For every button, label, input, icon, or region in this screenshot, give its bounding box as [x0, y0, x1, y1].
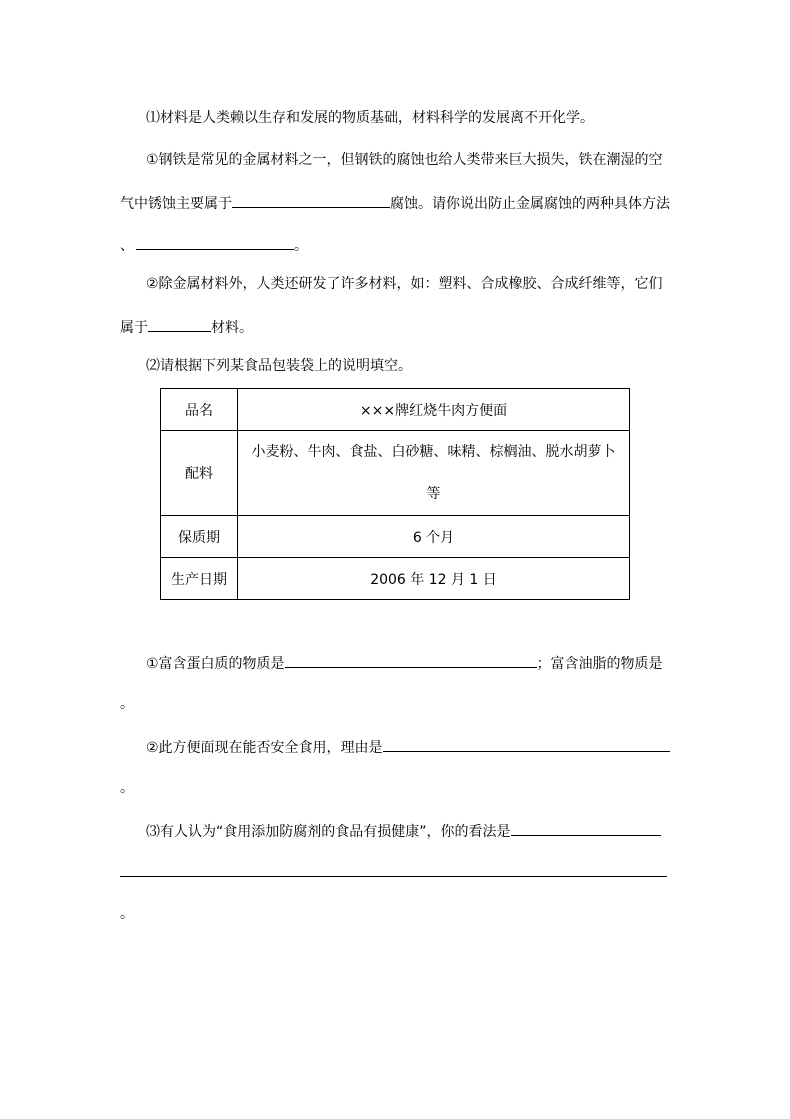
- ingredients-line1: 小麦粉、牛肉、食盐、白砂糖、味精、棕榈油、脱水胡萝卜: [251, 444, 616, 460]
- prevention-methods-blank[interactable]: [136, 234, 294, 250]
- q3-text: ⑶有人认为“食用添加防腐剂的食品有损健康”，你的看法是: [146, 824, 511, 840]
- q1-part2-line1: ②除金属材料外，人类还研发了许多材料，如：塑料、合成橡胶、合成纤维等，它们: [146, 276, 663, 292]
- opinion-blank-line1[interactable]: [511, 820, 661, 836]
- q2-sub1: [146, 652, 663, 672]
- safety-reason-blank[interactable]: [383, 736, 670, 752]
- q3-question: [146, 820, 661, 840]
- shelf-life-value-cell: 6 个月: [238, 516, 630, 558]
- table-row: [161, 558, 630, 600]
- q1-part1-line2: [120, 192, 670, 212]
- q2-sub1-text-b: ；富含油脂的物质是: [536, 656, 663, 672]
- production-date-value-cell: 2006 年 12 月 1 日: [238, 558, 630, 600]
- q1-part1-text-b: 腐蚀。请你说出防止金属腐蚀的两种具体方法: [390, 196, 670, 212]
- q1-part1-line3: [120, 234, 308, 254]
- table-row: [161, 389, 630, 431]
- q1-part2-text-a: 属于: [120, 320, 148, 336]
- production-date-label-cell: 生产日期: [161, 558, 238, 600]
- corrosion-type-blank[interactable]: [232, 192, 390, 208]
- q1-part1-text-c: 、: [120, 238, 134, 254]
- food-label-table: [160, 388, 630, 600]
- q2-sub2: [146, 736, 670, 756]
- opinion-blank-line2[interactable]: [120, 876, 667, 877]
- q2-sub1-text-a: ①富含蛋白质的物质是: [146, 656, 285, 672]
- q1-part2-text-b: 材料。: [211, 320, 253, 336]
- q2-sub2-end: 。: [120, 780, 134, 796]
- q3-end: 。: [120, 906, 134, 922]
- material-type-blank[interactable]: [148, 316, 211, 332]
- q1-part1-line1: ①钢铁是常见的金属材料之一，但钢铁的腐蚀也给人类带来巨大损失，铁在潮湿的空: [146, 152, 663, 168]
- q2-intro: ⑵请根据下列某食品包装袋上的说明填空。: [146, 358, 412, 374]
- ingredients-line2: 等: [426, 486, 441, 502]
- protein-foods-blank[interactable]: [285, 652, 537, 668]
- ingredients-label-cell: 配料: [161, 431, 238, 516]
- table-row: [161, 516, 630, 558]
- q1-part2-line2: [120, 316, 253, 336]
- name-label-cell: 品名: [161, 389, 238, 431]
- q2-sub2-text-a: ②此方便面现在能否安全食用，理由是: [146, 740, 383, 756]
- q1-part1-text-d: 。: [294, 238, 308, 254]
- name-value-cell: ×××牌红烧牛肉方便面: [238, 389, 630, 431]
- q1-intro: ⑴材料是人类赖以生存和发展的物质基础，材料科学的发展离不开化学。: [146, 110, 594, 126]
- shelf-life-label-cell: 保质期: [161, 516, 238, 558]
- table-row: [161, 431, 630, 516]
- q1-part1-text-a: 气中锈蚀主要属于: [120, 196, 232, 212]
- ingredients-value-cell: [238, 431, 630, 516]
- q2-sub1-end: 。: [120, 696, 134, 712]
